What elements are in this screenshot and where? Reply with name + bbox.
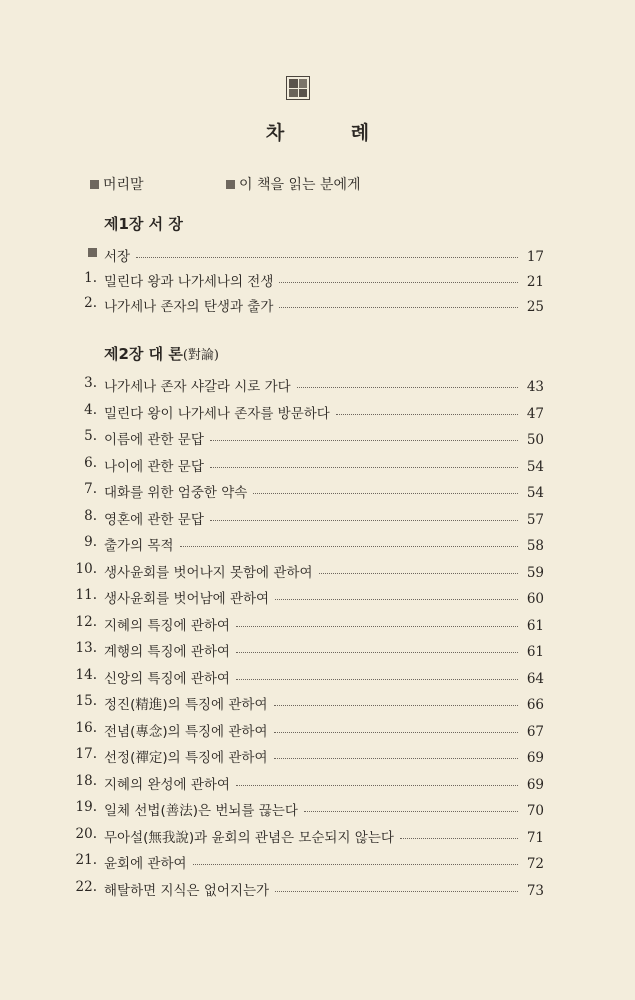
dot-leader — [297, 386, 518, 388]
toc-entry — [0, 879, 635, 901]
entry-page-number: 69 — [526, 750, 544, 766]
entry-title: 나가세나 존자의 탄생과 출가 — [104, 299, 274, 315]
entry-page-number: 67 — [526, 724, 544, 740]
toc-entry — [0, 720, 635, 742]
page-title: 차 례 — [265, 122, 400, 144]
toc-entry — [0, 561, 635, 583]
entry-number: 14. — [75, 667, 97, 683]
dot-leader — [210, 519, 518, 521]
dot-leader — [274, 731, 519, 733]
dot-leader — [400, 837, 518, 839]
entry-number: 5. — [84, 428, 97, 444]
entry-page-number: 70 — [526, 803, 544, 819]
dot-leader — [136, 256, 518, 258]
entry-number: 12. — [75, 614, 97, 630]
entry-page-number: 66 — [526, 697, 544, 713]
entry-page-number: 61 — [526, 618, 544, 634]
toc-entry — [0, 826, 635, 848]
toc-entry — [0, 773, 635, 795]
entry-title: 서장 — [104, 249, 131, 265]
entry-number: 13. — [75, 640, 97, 656]
entry-page-number: 73 — [526, 883, 544, 899]
entry-title: 지혜의 특징에 관하여 — [104, 618, 230, 634]
entry-title: 밀린다 왕이 나가세나 존자를 방문하다 — [104, 406, 330, 422]
toc-entry — [0, 481, 635, 503]
entry-number: 20. — [75, 826, 97, 842]
entry-page-number: 47 — [526, 406, 544, 422]
entry-title: 윤회에 관하여 — [104, 856, 187, 872]
front-matter-preface: 머리말 — [90, 174, 144, 194]
dot-leader — [253, 492, 518, 494]
entry-title: 출가의 목적 — [104, 538, 174, 554]
entry-page-number: 25 — [526, 299, 544, 315]
entry-title: 나이에 관한 문답 — [104, 459, 204, 475]
dot-leader — [279, 281, 518, 283]
entry-number: 9. — [84, 534, 97, 550]
entry-page-number: 54 — [526, 485, 544, 501]
entry-title: 생사윤회를 벗어남에 관하여 — [104, 591, 270, 607]
toc-entry — [0, 693, 635, 715]
entry-number: 8. — [84, 508, 97, 524]
dot-leader — [236, 625, 518, 627]
entry-title: 생사윤회를 벗어나지 못함에 관하여 — [104, 565, 313, 581]
toc-entry — [0, 508, 635, 530]
entry-page-number: 43 — [526, 379, 544, 395]
dot-leader — [279, 306, 518, 308]
toc-entry — [0, 640, 635, 662]
entry-page-number: 72 — [526, 856, 544, 872]
dot-leader — [236, 651, 518, 653]
entry-number: 11. — [75, 587, 97, 603]
entry-number: 18. — [75, 773, 97, 789]
entry-page-number: 57 — [526, 512, 544, 528]
dot-leader — [304, 810, 518, 812]
entry-title: 계행의 특징에 관하여 — [104, 644, 230, 660]
toc-entry — [0, 375, 635, 397]
entry-title: 전념(專念)의 특징에 관하여 — [104, 724, 268, 740]
dot-leader — [336, 413, 518, 415]
dot-leader — [193, 863, 518, 865]
toc-entry — [0, 428, 635, 450]
toc-entry — [0, 799, 635, 821]
entry-number: 22. — [75, 879, 97, 895]
entry-title: 일체 선법(善法)은 번뇌를 끊는다 — [104, 803, 298, 819]
toc-entry — [0, 534, 635, 556]
entry-page-number: 60 — [526, 591, 544, 607]
toc-entry — [0, 852, 635, 874]
entry-number: 4. — [84, 402, 97, 418]
entry-title: 나가세나 존자 샤갈라 시로 가다 — [104, 379, 291, 395]
dot-leader — [275, 890, 518, 892]
dot-leader — [210, 439, 518, 441]
entry-number: 6. — [84, 455, 97, 471]
entry-number: 7. — [84, 481, 97, 497]
toc-entry — [0, 587, 635, 609]
toc-entry — [0, 270, 635, 292]
entry-number: 21. — [75, 852, 97, 868]
entry-title: 신앙의 특징에 관하여 — [104, 671, 230, 687]
entry-title: 정진(精進)의 특징에 관하여 — [104, 697, 268, 713]
square-bullet-icon — [90, 180, 99, 189]
dot-leader — [236, 678, 518, 680]
entry-number: 3. — [84, 375, 97, 391]
dot-leader — [274, 704, 519, 706]
entry-page-number: 50 — [526, 432, 544, 448]
entry-page-number: 21 — [526, 274, 544, 290]
toc-entry — [0, 614, 635, 636]
entry-number: 17. — [75, 746, 97, 762]
dot-leader — [236, 784, 518, 786]
entry-title: 무아설(無我說)과 윤회의 관념은 모순되지 않는다 — [104, 830, 394, 846]
entry-page-number: 61 — [526, 644, 544, 660]
toc-entry — [0, 245, 635, 267]
toc-entry — [0, 667, 635, 689]
entry-title: 해탈하면 지식은 없어지는가 — [104, 883, 270, 899]
entry-number — [88, 245, 97, 261]
toc-entry — [0, 746, 635, 768]
chapter-heading: 제2장 대 론(對論) — [104, 345, 219, 363]
square-bullet-icon — [226, 180, 235, 189]
square-bullet-icon — [88, 248, 97, 257]
chapter-heading: 제1장 서 장 — [104, 215, 183, 233]
entry-page-number: 64 — [526, 671, 544, 687]
dot-leader — [275, 598, 518, 600]
front-matter-reader-note: 이 책을 읽는 분에게 — [226, 174, 361, 194]
dot-leader — [274, 757, 519, 759]
entry-title: 영혼에 관한 문답 — [104, 512, 204, 528]
entry-page-number: 71 — [526, 830, 544, 846]
entry-page-number: 69 — [526, 777, 544, 793]
entry-title: 이름에 관한 문답 — [104, 432, 204, 448]
entry-number: 19. — [75, 799, 97, 815]
entry-page-number: 58 — [526, 538, 544, 554]
entry-number: 1. — [84, 270, 97, 286]
entry-page-number: 17 — [526, 249, 544, 265]
entry-number: 15. — [75, 693, 97, 709]
toc-entry — [0, 295, 635, 317]
dot-leader — [180, 545, 519, 547]
entry-title: 밀린다 왕과 나가세나의 전생 — [104, 274, 274, 290]
toc-entry — [0, 402, 635, 424]
toc-entry — [0, 455, 635, 477]
entry-title: 선정(禪定)의 특징에 관하여 — [104, 750, 268, 766]
entry-title: 대화를 위한 엄중한 약속 — [104, 485, 248, 501]
dot-leader — [319, 572, 519, 574]
entry-number: 10. — [75, 561, 97, 577]
seal-ornament-icon — [286, 76, 310, 100]
entry-page-number: 59 — [526, 565, 544, 581]
entry-title: 지혜의 완성에 관하여 — [104, 777, 230, 793]
entry-number: 16. — [75, 720, 97, 736]
dot-leader — [210, 466, 518, 468]
entry-number: 2. — [84, 295, 97, 311]
entry-page-number: 54 — [526, 459, 544, 475]
